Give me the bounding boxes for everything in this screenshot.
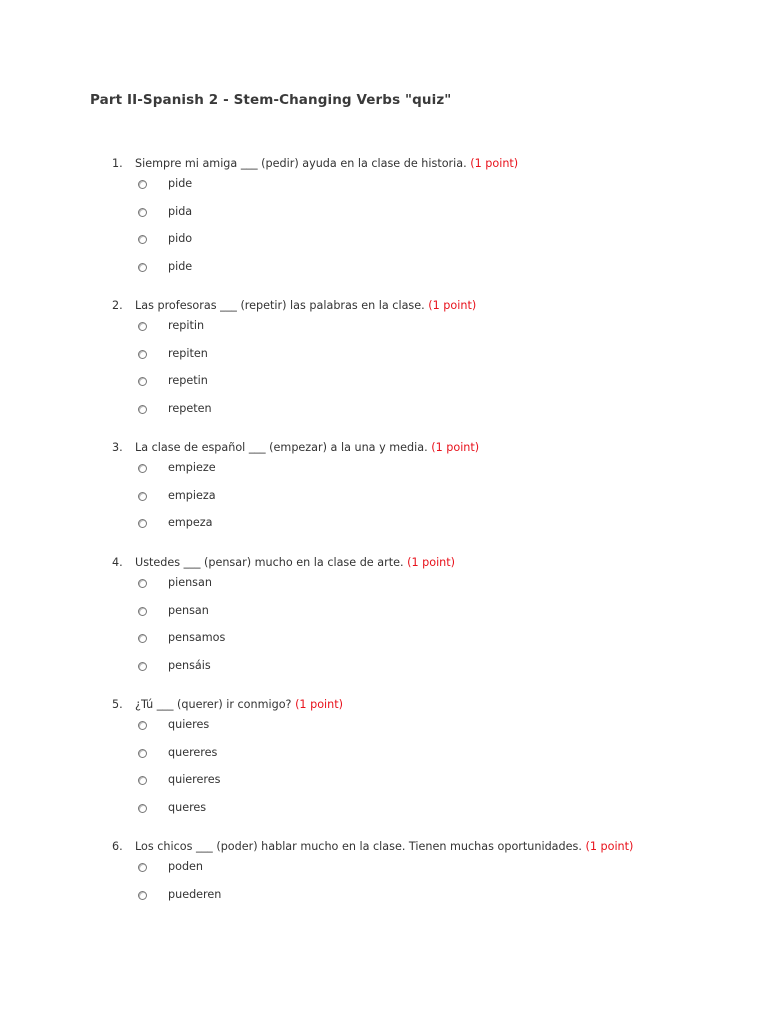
question-number: 2.	[112, 299, 123, 312]
answer-option-label: quiereres	[168, 773, 221, 786]
answer-option-label: repiten	[168, 346, 208, 360]
question-text: Ustedes ___ (pensar) mucho en la clase de arte.	[135, 556, 404, 569]
answer-option-label: queres	[168, 800, 207, 814]
question-text: ¿Tú ___ (querer) ir conmigo?	[135, 698, 292, 711]
question-prompt	[112, 441, 479, 455]
answer-option-label: repitin	[168, 319, 205, 332]
answer-option-label: empieze	[168, 461, 216, 474]
answer-option-label: quereres	[168, 745, 218, 759]
radio-button-icon[interactable]	[138, 891, 147, 900]
radio-button-icon[interactable]	[138, 350, 147, 359]
answer-option-label: repeten	[168, 401, 212, 415]
radio-button-icon[interactable]	[138, 208, 147, 217]
question-number: 4.	[112, 556, 123, 569]
question-points: (1 point)	[470, 157, 519, 170]
question-prompt	[112, 698, 343, 712]
radio-button-icon[interactable]	[138, 322, 147, 331]
answer-option-label: empeza	[168, 516, 213, 529]
question-prompt	[112, 840, 633, 854]
answer-option-label: pido	[168, 232, 193, 245]
answer-option-label: repetin	[168, 374, 208, 387]
question-text: Las profesoras ___ (repetir) las palabras en la clase.	[135, 299, 425, 312]
answer-option-label: pensáis	[168, 658, 211, 672]
radio-button-icon[interactable]	[138, 607, 147, 616]
question-points: (1 point)	[431, 441, 480, 454]
radio-button-icon[interactable]	[138, 721, 147, 730]
question-prompt	[112, 299, 476, 313]
radio-button-icon[interactable]	[138, 634, 147, 643]
radio-button-icon[interactable]	[138, 405, 147, 414]
question-number: 5.	[112, 698, 123, 711]
answer-option-label: puederen	[168, 887, 222, 901]
answer-option-label: quieres	[168, 718, 210, 731]
radio-button-icon[interactable]	[138, 579, 147, 588]
question-points: (1 point)	[295, 698, 343, 711]
answer-option-label: pensamos	[168, 631, 226, 644]
question-number: 6.	[112, 840, 123, 853]
radio-button-icon[interactable]	[138, 492, 147, 501]
question-number: 1.	[112, 157, 123, 170]
radio-button-icon[interactable]	[138, 863, 147, 872]
answer-option-label: piensan	[168, 576, 212, 589]
question-text: Los chicos ___ (poder) hablar mucho en la clase. Tienen muchas oportunidades.	[135, 840, 582, 853]
question-prompt	[112, 556, 455, 570]
answer-option-label: pida	[168, 204, 193, 218]
answer-option-label: pide	[168, 259, 193, 273]
radio-button-icon[interactable]	[138, 263, 147, 272]
answer-option-label: empieza	[168, 488, 216, 502]
radio-button-icon[interactable]	[138, 180, 147, 189]
radio-button-icon[interactable]	[138, 464, 147, 473]
question-points: (1 point)	[428, 299, 477, 312]
question-points: (1 point)	[407, 556, 456, 569]
radio-button-icon[interactable]	[138, 804, 147, 813]
radio-button-icon[interactable]	[138, 377, 147, 386]
question-prompt	[112, 157, 518, 171]
radio-button-icon[interactable]	[138, 519, 147, 528]
question-text: La clase de español ___ (empezar) a la una y media.	[135, 441, 428, 454]
question-number: 3.	[112, 441, 123, 454]
answer-option-label: poden	[168, 860, 204, 873]
answer-option-label: pensan	[168, 603, 209, 617]
radio-button-icon[interactable]	[138, 749, 147, 758]
page-title: Part II-Spanish 2 - Stem-Changing Verbs "quiz"	[90, 92, 452, 108]
question-text: Siempre mi amiga ___ (pedir) ayuda en la clase de historia.	[135, 157, 467, 170]
answer-option-label: pide	[168, 177, 193, 190]
radio-button-icon[interactable]	[138, 776, 147, 785]
radio-button-icon[interactable]	[138, 235, 147, 244]
radio-button-icon[interactable]	[138, 662, 147, 671]
question-points: (1 point)	[585, 840, 634, 853]
